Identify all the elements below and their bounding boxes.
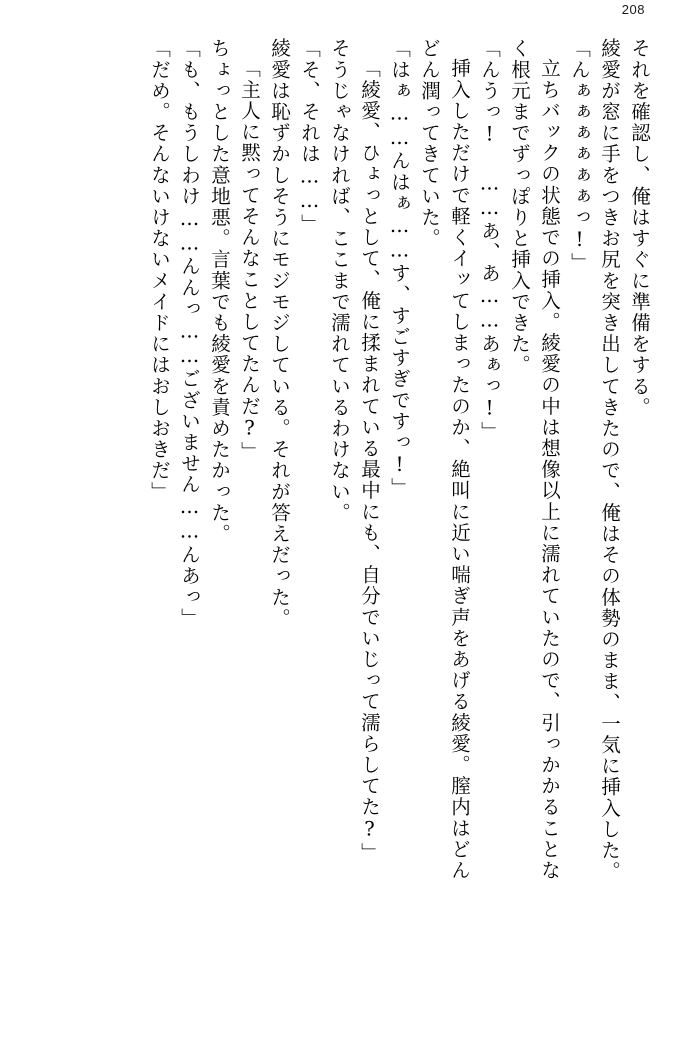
text-line: 「はぁ……んはぁ……す、すごすぎですっ!」: [388, 38, 411, 499]
text-line: 綾愛が窓に手をつきお尻を突き出してきたので、俺はその体勢のまま、一気に挿入した。: [598, 38, 621, 882]
text-line: 「んぁぁぁぁぁぁっ!」: [568, 38, 591, 274]
text-line: 「綾愛、ひょっとして、俺に揉まれている最中にも、自分でいじって濡らしてた?」: [358, 58, 381, 864]
text-line: どん潤ってきていた。: [418, 38, 441, 249]
text-line: 「だめ。そんないけないメイドにはおしおきだ」: [148, 38, 171, 503]
text-line: 「も、もうしわけ……んんっ……ございません……んあっ」: [178, 38, 201, 629]
text-line: そうじゃなければ、ここまで濡れているわけない。: [328, 38, 351, 524]
text-line: 「そ、それは……」: [298, 38, 321, 235]
page-number: 208: [621, 2, 645, 17]
text-line: 立ちバックの状態での挿入。綾愛の中は想像以上に濡れていたので、引っかかることな: [538, 58, 561, 881]
text-line: それを確認し、俺はすぐに準備をする。: [628, 38, 651, 418]
text-line: ちょっとした意地悪。言葉でも綾愛を責めたかった。: [208, 38, 231, 545]
vertical-text-body: [30, 38, 649, 1022]
text-line: 綾愛は恥ずかしそうにモジモジしている。それが答えだった。: [268, 38, 291, 629]
text-line: 「んうっ! ……あ、あ……あぁっ!」: [478, 38, 501, 443]
text-line: 「主人に黙ってそんなことしてたんだ?」: [238, 58, 261, 463]
text-line: く根元までずっぽりと挿入できた。: [508, 38, 531, 376]
text-line: 挿入しただけで軽くイッてしまったのか、絶叫に近い喘ぎ声をあげる綾愛。膣内はどん: [448, 58, 471, 881]
